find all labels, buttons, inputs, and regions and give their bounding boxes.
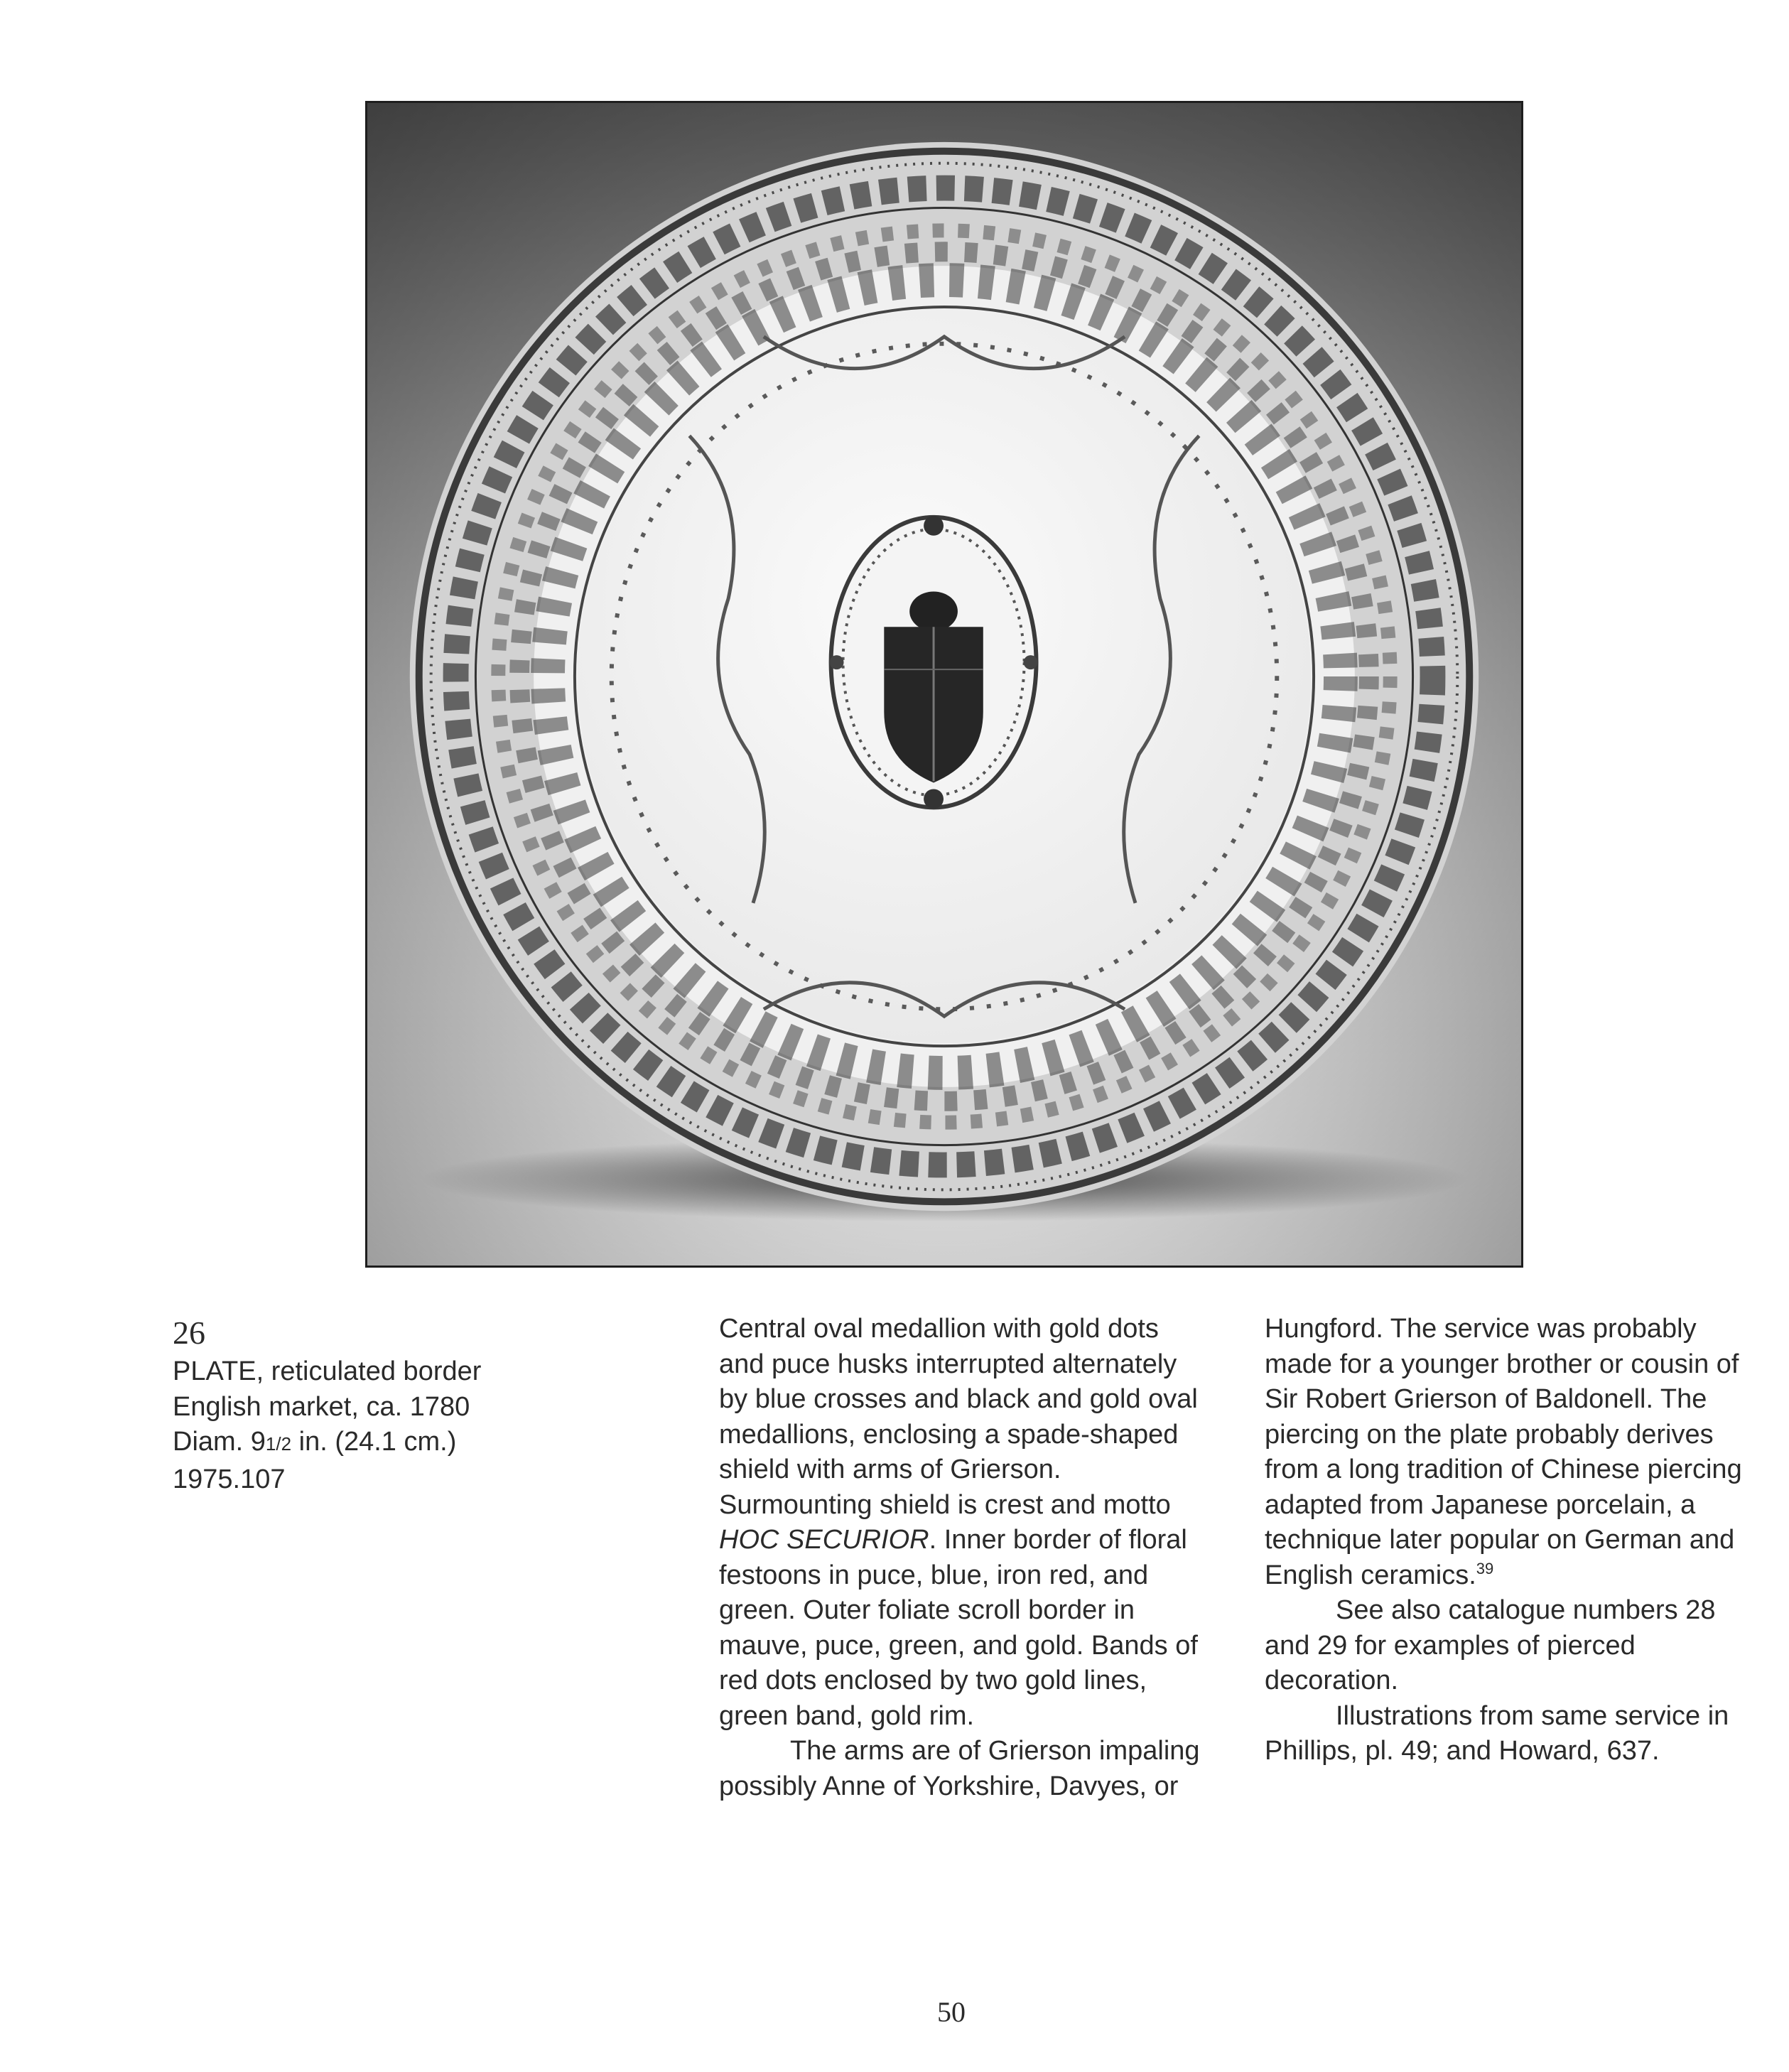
description-paragraph-1: Central oval medallion with gold dots and puce husks interrupted alternately by blue crosses and black and gold oval medallions, enclosing a spade-shaped shield with arms of Grierson. Surmounting shield is crest and motto HOC SECURIOR. Inner border of floral festoons in puce, blue, iron red, and green. Outer foliate scroll border in mauve, puce, green, and gold. Bands of red dots enclosed by two gold lines, green band, gold rim. (719, 1314, 1198, 1731)
armorial-medallion (830, 516, 1038, 809)
description-paragraph-4: Illustrations from same service in Phillips, pl. 49; and Howard, 637. (1265, 1700, 1729, 1766)
dimension-fraction: 1/2 (265, 1433, 292, 1455)
object-title: PLATE, reticulated border (173, 1356, 482, 1386)
page-number: 50 (937, 1996, 966, 2028)
catalogue-number: 26 (173, 1315, 205, 1351)
accession-number: 1975.107 (173, 1464, 286, 1494)
dimensions: Diam. 91/2 in. (24.1 cm.) (173, 1427, 457, 1457)
plate-image (367, 103, 1521, 1266)
catalogue-entry (173, 1312, 528, 1497)
description-column-1 (719, 1312, 1209, 1804)
plate (410, 142, 1479, 1211)
description-paragraph-2-continued: Hungford. The service was probably made for a younger brother or cousin of Sir Robert Grierson of Baldonell. The piercing on the plate probably derives from a long tradition of Chinese piercing adapted from Japanese porcelain, a technique later popular on German and English ceramics.$^{39}$ (1265, 1314, 1742, 1590)
footnote-marker: 39 (1476, 1559, 1494, 1577)
plate-photograph (365, 101, 1523, 1268)
description-paragraph-2: The arms are of Grierson impaling possibly Anne of Yorkshire, Davyes, or (719, 1736, 1200, 1801)
motto-text: HOC SECURIOR (719, 1525, 929, 1555)
market-date: English market, ca. 1780 (173, 1391, 470, 1422)
description-paragraph-3: See also catalogue numbers 28 and 29 for examples of pierced decoration. (1265, 1595, 1716, 1695)
description-column-2 (1265, 1312, 1755, 1769)
